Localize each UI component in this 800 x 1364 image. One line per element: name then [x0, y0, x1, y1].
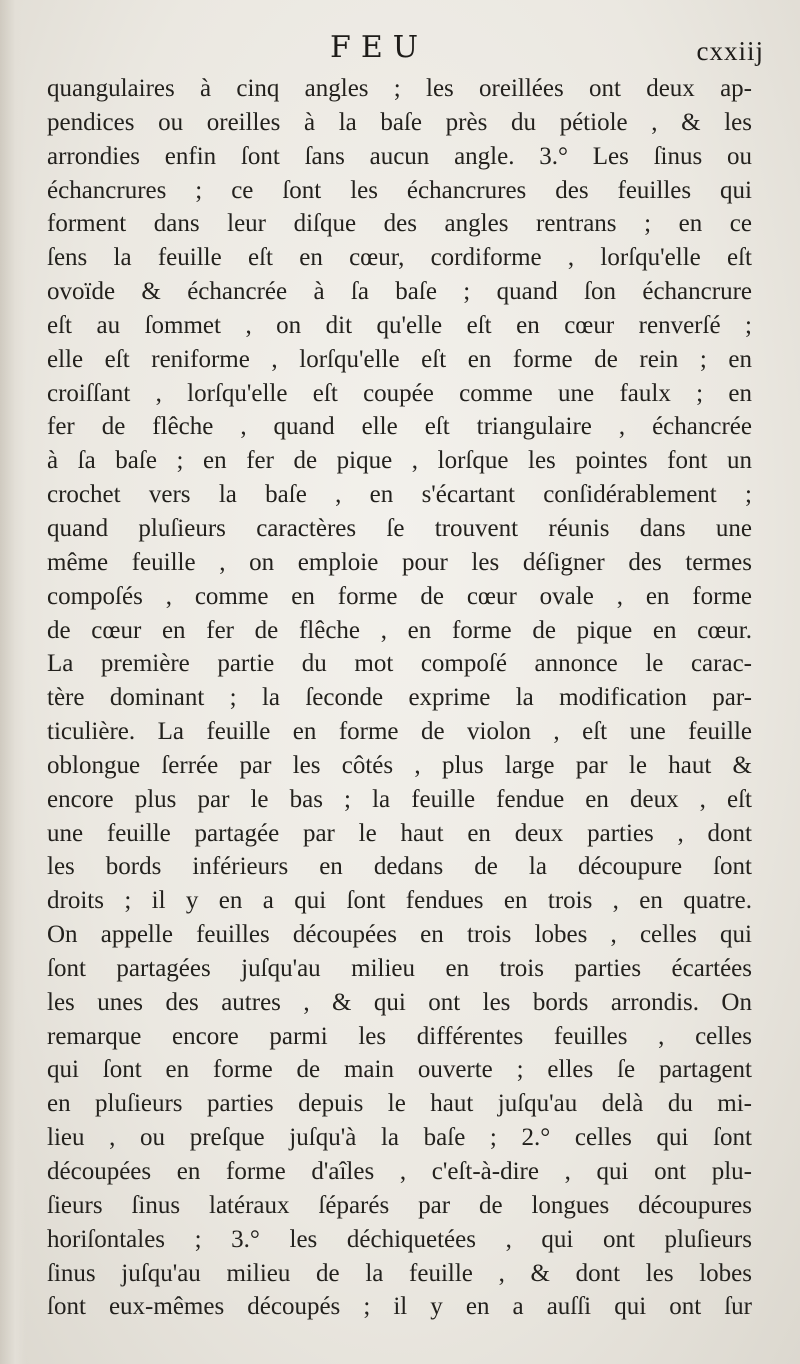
text-line: droits ; il y en a qui ſont fendues en trois , en quatre. [47, 887, 752, 915]
text-line: même feuille , on emploie pour les déſigner des termes [47, 548, 752, 576]
text-line: horiſontales ; 3.° les déchiquetées , qui ont pluſieurs [47, 1225, 752, 1253]
page-gutter-shadow [0, 0, 26, 1364]
text-line: ſieurs ſinus latéraux ſéparés par de longues découpures [47, 1191, 752, 1219]
text-line: une feuille partagée par le haut en deux parties , dont [47, 819, 752, 847]
text-line: arrondies enfin ſont ſans aucun angle. 3.° Les ſinus ou [47, 142, 752, 170]
text-line: pendices ou oreilles à la baſe près du pétiole , & les [47, 108, 752, 136]
body-text [47, 72, 752, 1324]
page-header [0, 30, 800, 70]
text-line: ſens la feuille eſt en cœur, cordiforme , lorſqu'elle eſt [47, 244, 752, 272]
text-line: fer de flêche , quand elle eſt triangulaire , échancrée [47, 413, 752, 441]
text-line: elle eſt reniforme , lorſqu'elle eſt en forme de rein ; en [47, 345, 752, 373]
text-line: à ſa baſe ; en fer de pique , lorſque les pointes font un [47, 447, 752, 475]
running-head: FEU [330, 30, 428, 65]
text-line: tère dominant ; la ſeconde exprime la modification par- [47, 684, 752, 712]
text-line: forment dans leur diſque des angles rentrans ; en ce [47, 210, 752, 238]
text-line: les unes des autres , & qui ont les bords arrondis. On [47, 988, 752, 1016]
text-line: découpées en forme d'aîles , c'eſt-à-dire , qui ont plu- [47, 1158, 752, 1185]
text-line: croiſſant , lorſqu'elle eſt coupée comme une faulx ; en [47, 379, 752, 407]
text-line: échancrures ; ce ſont les échancrures des feuilles qui [47, 176, 752, 204]
text-line: quangulaires à cinq angles ; les oreillées ont deux ap- [47, 75, 752, 102]
text-line: en pluſieurs parties depuis le haut juſqu'au delà du mi- [47, 1090, 752, 1118]
text-line: ſont eux-mêmes découpés ; il y en a auſſi qui ont ſur [47, 1293, 752, 1321]
text-line: eſt au ſommet , on dit qu'elle eſt en cœur renverſé ; [47, 311, 752, 339]
text-line: oblongue ſerrée par les côtés , plus large par le haut & [47, 751, 752, 779]
text-line: ſont partagées juſqu'au milieu en trois parties écartées [47, 954, 752, 982]
page-number: cxxiij [696, 36, 764, 66]
text-line: ticulière. La feuille en forme de violon , eſt une feuille [47, 718, 752, 746]
text-line: La première partie du mot compoſé annonce le carac- [47, 650, 752, 678]
text-line: compoſés , comme en forme de cœur ovale , en forme [47, 582, 752, 610]
text-line: remarque encore parmi les différentes feuilles , celles [47, 1022, 752, 1050]
text-line: lieu , ou preſque juſqu'à la baſe ; 2.° celles qui ſont [47, 1124, 752, 1152]
text-line: qui ſont en forme de main ouverte ; elles ſe partagent [47, 1056, 752, 1084]
text-line: quand pluſieurs caractères ſe trouvent réunis dans une [47, 514, 752, 542]
text-line: de cœur en fer de flêche , en forme de pique en cœur. [47, 616, 752, 644]
text-line: On appelle feuilles découpées en trois lobes , celles qui [47, 921, 752, 949]
text-line: crochet vers la baſe , en s'écartant conſidérablement ; [47, 481, 752, 509]
text-line: ſinus juſqu'au milieu de la feuille , & dont les lobes [47, 1259, 752, 1287]
text-line: ovoïde & échancrée à ſa baſe ; quand ſon échancrure [47, 278, 752, 306]
text-line: les bords inférieurs en dedans de la découpure ſont [47, 853, 752, 881]
text-line: encore plus par le bas ; la feuille fendue en deux , eſt [47, 785, 752, 813]
